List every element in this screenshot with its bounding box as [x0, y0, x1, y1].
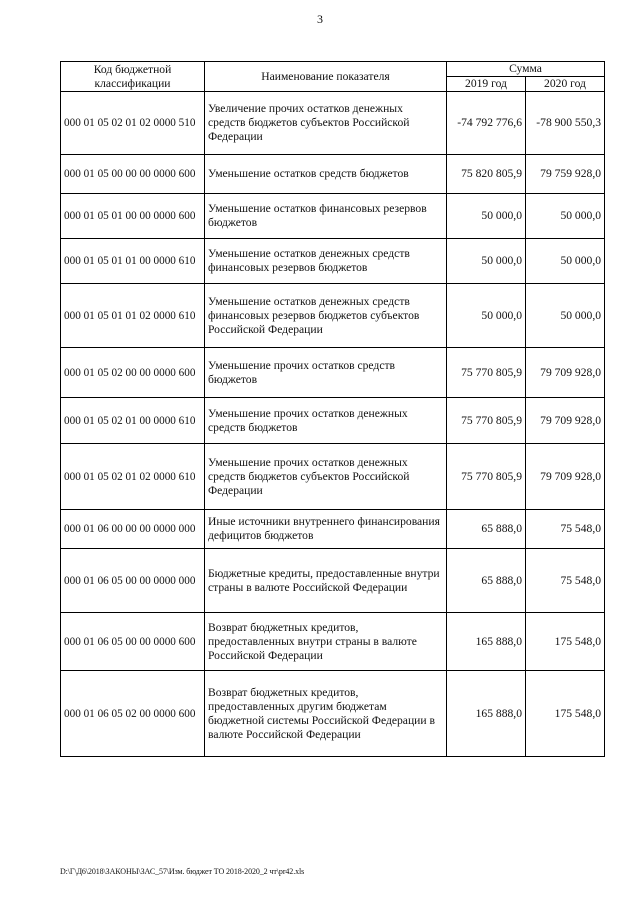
- table-row: [61, 398, 605, 444]
- row-value-2019: 50 000,0: [447, 284, 526, 348]
- row-code: 000 01 05 02 01 02 0000 610: [61, 444, 205, 510]
- header-code: Код бюджетной классификации: [61, 62, 205, 92]
- row-code: 000 01 05 00 00 00 0000 600: [61, 155, 205, 194]
- row-name: Возврат бюджетных кредитов, предоставленных другим бюджетам бюджетной системы Российской Федерации в валюте Российской Федерации: [205, 671, 447, 757]
- row-value-2020: 79 759 928,0: [526, 155, 605, 194]
- row-value-2020: 175 548,0: [526, 613, 605, 671]
- row-value-2019: 75 820 805,9: [447, 155, 526, 194]
- table-row: [61, 613, 605, 671]
- row-value-2020: -78 900 550,3: [526, 92, 605, 155]
- table-row: [61, 194, 605, 239]
- row-value-2020: 79 709 928,0: [526, 398, 605, 444]
- row-name: Возврат бюджетных кредитов, предоставленных внутри страны в валюте Российской Федерации: [205, 613, 447, 671]
- table-row: [61, 549, 605, 613]
- row-name: Уменьшение остатков средств бюджетов: [205, 155, 447, 194]
- row-code: 000 01 05 02 01 02 0000 510: [61, 92, 205, 155]
- row-value-2019: 65 888,0: [447, 549, 526, 613]
- file-path-footer: D:\Г\Д6\2018\ЗАКОНЫ\ЗАС_57\Изм. бюджет ТО 2018-2020_2 чт\pr42.xls: [60, 867, 305, 876]
- row-name: Увеличение прочих остатков денежных средств бюджетов субъектов Российской Федерации: [205, 92, 447, 155]
- row-value-2020: 50 000,0: [526, 194, 605, 239]
- row-value-2020: 75 548,0: [526, 510, 605, 549]
- table-row: [61, 348, 605, 398]
- row-value-2019: 50 000,0: [447, 239, 526, 284]
- row-value-2019: -74 792 776,6: [447, 92, 526, 155]
- row-value-2019: 75 770 805,9: [447, 444, 526, 510]
- row-value-2019: 75 770 805,9: [447, 348, 526, 398]
- page-number: 3: [317, 12, 323, 26]
- row-name: Уменьшение остатков финансовых резервов бюджетов: [205, 194, 447, 239]
- row-value-2020: 50 000,0: [526, 284, 605, 348]
- row-value-2019: 165 888,0: [447, 613, 526, 671]
- row-code: 000 01 05 01 01 02 0000 610: [61, 284, 205, 348]
- table-row: [61, 92, 605, 155]
- row-value-2020: 175 548,0: [526, 671, 605, 757]
- table-row: [61, 444, 605, 510]
- row-value-2019: 75 770 805,9: [447, 398, 526, 444]
- budget-sources-table: [60, 61, 605, 757]
- table-row: [61, 284, 605, 348]
- row-value-2019: 65 888,0: [447, 510, 526, 549]
- table-row: [61, 671, 605, 757]
- row-name: Бюджетные кредиты, предоставленные внутри страны в валюте Российской Федерации: [205, 549, 447, 613]
- row-name: Уменьшение остатков денежных средств финансовых резервов бюджетов: [205, 239, 447, 284]
- row-name: Уменьшение остатков денежных средств финансовых резервов бюджетов субъектов Российской Федерации: [205, 284, 447, 348]
- row-value-2019: 165 888,0: [447, 671, 526, 757]
- header-year-2020: 2020 год: [526, 77, 605, 92]
- row-value-2020: 79 709 928,0: [526, 444, 605, 510]
- row-name: Уменьшение прочих остатков средств бюджетов: [205, 348, 447, 398]
- row-name: Уменьшение прочих остатков денежных средств бюджетов: [205, 398, 447, 444]
- row-code: 000 01 06 00 00 00 0000 000: [61, 510, 205, 549]
- table-row: [61, 510, 605, 549]
- row-value-2020: 79 709 928,0: [526, 348, 605, 398]
- row-value-2020: 75 548,0: [526, 549, 605, 613]
- row-code: 000 01 05 01 00 00 0000 600: [61, 194, 205, 239]
- header-year-2019: 2019 год: [447, 77, 526, 92]
- row-value-2019: 50 000,0: [447, 194, 526, 239]
- row-code: 000 01 06 05 02 00 0000 600: [61, 671, 205, 757]
- row-code: 000 01 05 01 01 00 0000 610: [61, 239, 205, 284]
- row-code: 000 01 05 02 00 00 0000 600: [61, 348, 205, 398]
- row-value-2020: 50 000,0: [526, 239, 605, 284]
- row-name: Иные источники внутреннего финансирования дефицитов бюджетов: [205, 510, 447, 549]
- row-code: 000 01 05 02 01 00 0000 610: [61, 398, 205, 444]
- row-name: Уменьшение прочих остатков денежных средств бюджетов субъектов Российской Федерации: [205, 444, 447, 510]
- row-code: 000 01 06 05 00 00 0000 000: [61, 549, 205, 613]
- header-sum: Сумма: [447, 62, 605, 77]
- header-name: Наименование показателя: [205, 62, 447, 92]
- table-row: [61, 155, 605, 194]
- table-row: [61, 239, 605, 284]
- row-code: 000 01 06 05 00 00 0000 600: [61, 613, 205, 671]
